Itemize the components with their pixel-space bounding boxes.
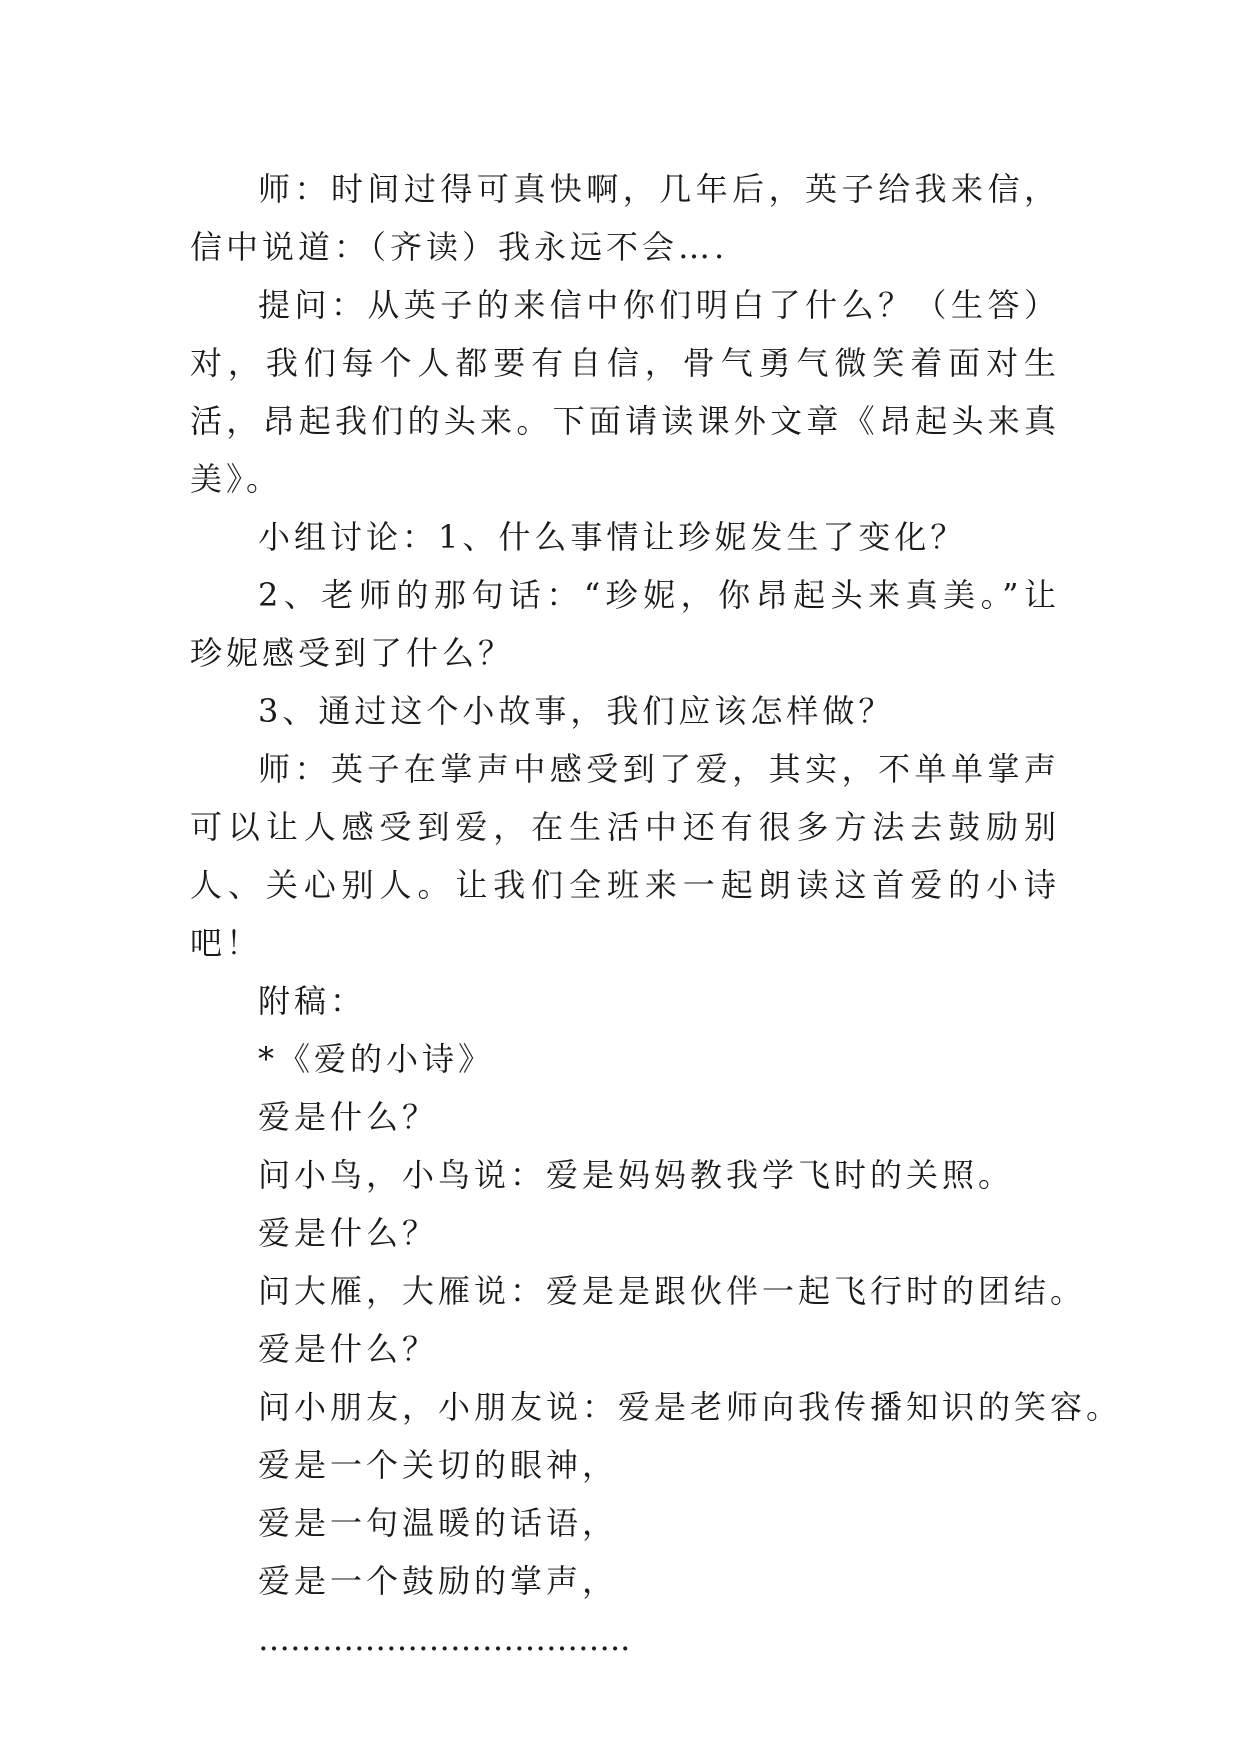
poem-line: 爱是什么？ [258,1214,439,1252]
paragraph-question: 提问：从英子的来信中你们明白了什么？（生答）对，我们每个人都要有自信，骨气勇气微笑着面对生活，昂起我们的头来。下面请读课外文章《昂起头来真美》。 [190,286,1060,498]
poem-line: 爱是什么？ [258,1098,439,1136]
paragraph-teacher-letter: 师：时间过得可真快啊，几年后，英子给我来信，信中说道：（齐读）我永远不会…. [190,170,1060,266]
document-body [190,160,1123,1668]
poem-line: 爱是一句温暖的话语， [258,1504,619,1542]
poem-line: 爱是一个鼓励的掌声， [258,1562,619,1600]
paragraph-teacher-conclusion: 师：英子在掌声中感受到了爱，其实，不单单掌声可以让人感受到爱，在生活中还有很多方法去鼓励别人、关心别人。让我们全班来一起朗读这首爱的小诗吧！ [190,750,1060,962]
poem-line: 爱是一个关切的眼神， [258,1446,619,1484]
poem-line: 爱是什么？ [258,1330,439,1368]
poem-line: 问小朋友，小朋友说：爱是老师向我传播知识的笑容。 [258,1388,1123,1426]
paragraph-group-discussion-3: 3、通过这个小故事，我们应该怎样做？ [258,692,895,730]
paragraph-group-discussion-2: 2、老师的那句话：“珍妮，你昂起头来真美。”让珍妮感受到了什么？ [190,576,1060,672]
appendix-label: 附稿： [258,982,367,1020]
paragraph-group-discussion-1: 小组讨论：1、什么事情让珍妮发生了变化？ [258,518,967,556]
poem-ellipsis: …………………………….. [258,1620,631,1658]
poem-line: 问大雁，大雁说：爱是是跟伙伴一起飞行时的团结。 [258,1272,1087,1310]
poem-line: 问小鸟，小鸟说：爱是妈妈教我学飞时的关照。 [258,1156,1015,1194]
poem-title: *《爱的小诗》 [258,1040,495,1078]
